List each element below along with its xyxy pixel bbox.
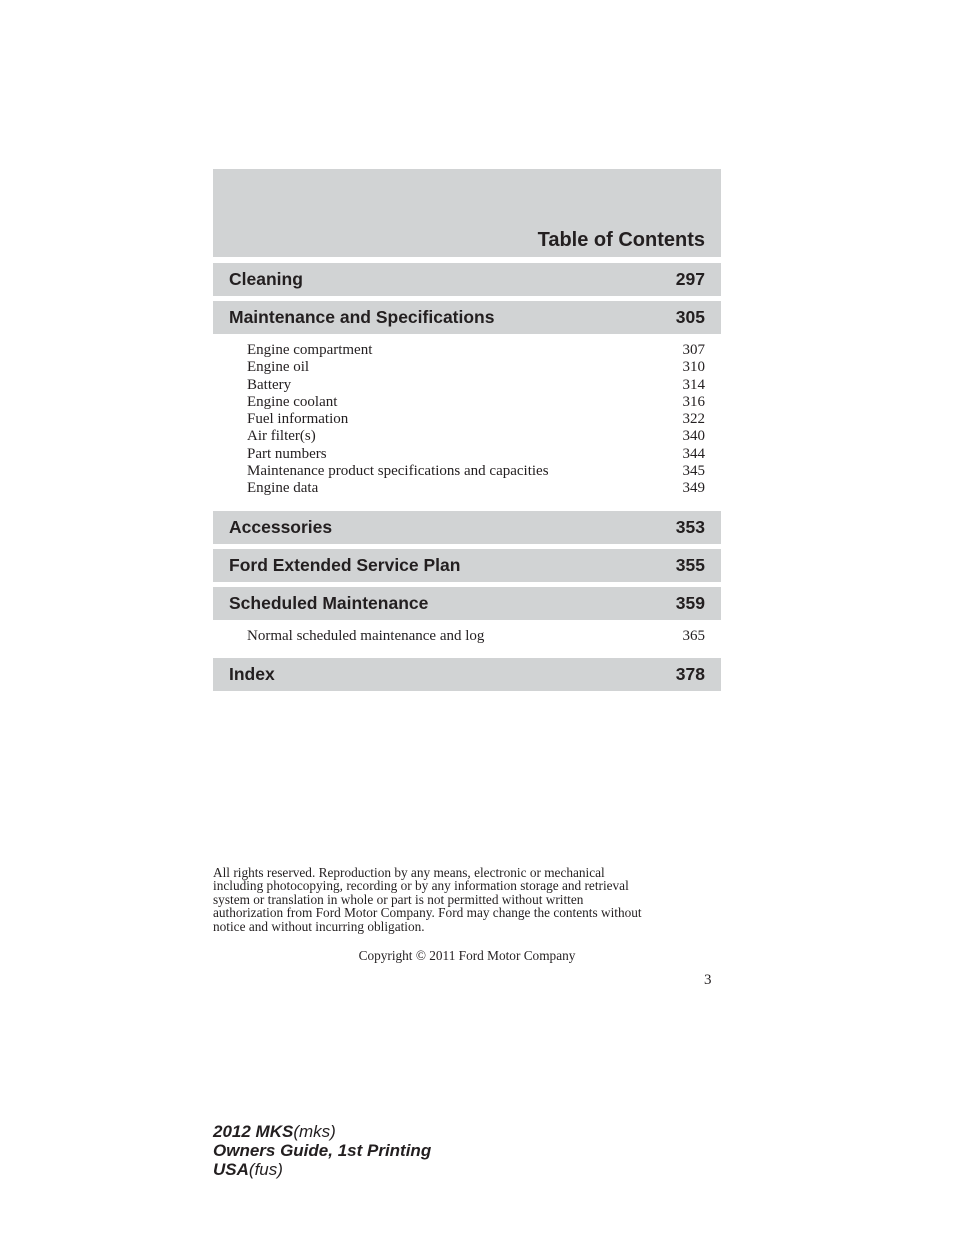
section-page: 297: [675, 269, 705, 289]
footer-line-model: [213, 1122, 431, 1141]
subitem-title: Normal scheduled maintenance and log: [247, 627, 485, 644]
subitem-title: Engine oil: [247, 359, 310, 376]
subitem-page: 340: [682, 428, 705, 445]
section-link-ford-extended-service-plan[interactable]: [213, 549, 721, 582]
subitem-page: 316: [682, 393, 705, 410]
toc-section-accessories: [213, 511, 721, 544]
footer-market: USA: [213, 1160, 249, 1179]
subitem-page: 345: [682, 463, 705, 480]
subitem-page: 322: [682, 411, 705, 428]
footer-edition: Owners Guide, 1st Printing: [213, 1141, 432, 1160]
toc-subitem[interactable]: [213, 628, 721, 645]
page-number: 3: [704, 972, 712, 988]
section-title: Cleaning: [229, 269, 303, 289]
section-page: 378: [675, 663, 705, 684]
section-title: Scheduled Maintenance: [229, 592, 429, 613]
section-link-cleaning[interactable]: [213, 263, 721, 296]
subitem-title: Engine coolant: [247, 393, 338, 410]
section-page: 305: [675, 307, 705, 327]
copyright-notice: Copyright © 2011 Ford Motor Company: [358, 948, 576, 963]
toc-subitem[interactable]: [213, 411, 721, 428]
legal-line: including photocopying, recording or by any information storage and retrieval: [213, 878, 629, 894]
toc-section-index: [213, 658, 721, 691]
toc-subitem[interactable]: [213, 428, 721, 445]
legal-line: notice and without incurring obligation.: [213, 918, 425, 934]
section-link-maintenance-and-specifications[interactable]: [213, 301, 721, 334]
toc-subitem[interactable]: [213, 377, 721, 394]
footer-model-code: (mks): [293, 1122, 336, 1141]
toc-subitem[interactable]: [213, 446, 721, 463]
subitem-title: Air filter(s): [247, 428, 316, 445]
toc-section-maintenance-and-specifications: [213, 301, 721, 506]
section-title: Accessories: [229, 516, 333, 537]
subitem-page: 310: [682, 359, 705, 376]
legal-line: system or translation in whole or part is not permitted without written: [213, 891, 584, 907]
subitem-page: 365: [682, 627, 705, 644]
subitem-page: 349: [682, 480, 705, 497]
section-link-scheduled-maintenance[interactable]: [213, 587, 721, 620]
footer-line-market: [213, 1160, 431, 1179]
footer-market-code: (fus): [248, 1160, 283, 1179]
subitem-page: 307: [682, 342, 705, 358]
toc-subitem[interactable]: [213, 463, 721, 480]
section-title: Maintenance and Specifications: [229, 307, 495, 327]
subitem-page: 344: [682, 445, 705, 462]
footer-line-edition: [213, 1141, 431, 1160]
toc-section-cleaning: [213, 263, 721, 296]
edition-footer: [213, 1122, 431, 1179]
section-page: 359: [675, 592, 705, 613]
section-page: 355: [675, 554, 705, 575]
toc-section-scheduled-maintenance: [213, 587, 721, 653]
subitem-title: Engine data: [247, 480, 319, 497]
section-link-accessories[interactable]: [213, 511, 721, 544]
legal-line: authorization from Ford Motor Company. Ford may change the contents without: [213, 905, 642, 921]
page-title: Table of Contents: [537, 229, 705, 251]
toc-subitem[interactable]: [213, 342, 721, 359]
subitem-page: 314: [682, 376, 705, 393]
subitem-list: [213, 620, 721, 653]
legal-line: All rights reserved. Reproduction by any means, electronic or mechanical: [213, 865, 605, 880]
toc-header-box: [213, 169, 721, 257]
subitem-title: Fuel information: [247, 411, 349, 428]
subitem-list: [213, 334, 721, 506]
section-link-index[interactable]: [213, 658, 721, 691]
subitem-title: Battery: [247, 376, 292, 393]
section-title: Index: [229, 663, 275, 684]
toc-section-ford-extended-service-plan: [213, 549, 721, 582]
subitem-title: Engine compartment: [247, 342, 373, 358]
table-of-contents: [213, 263, 721, 696]
toc-subitem[interactable]: [213, 359, 721, 376]
legal-notice: [213, 866, 733, 933]
toc-subitem[interactable]: [213, 394, 721, 411]
footer-model: 2012 MKS: [213, 1122, 294, 1141]
section-title: Ford Extended Service Plan: [229, 554, 461, 575]
section-page: 353: [675, 516, 705, 537]
subitem-title: Part numbers: [247, 445, 327, 462]
subitem-title: Maintenance product specifications and capacities: [247, 463, 549, 480]
toc-subitem[interactable]: [213, 480, 721, 497]
